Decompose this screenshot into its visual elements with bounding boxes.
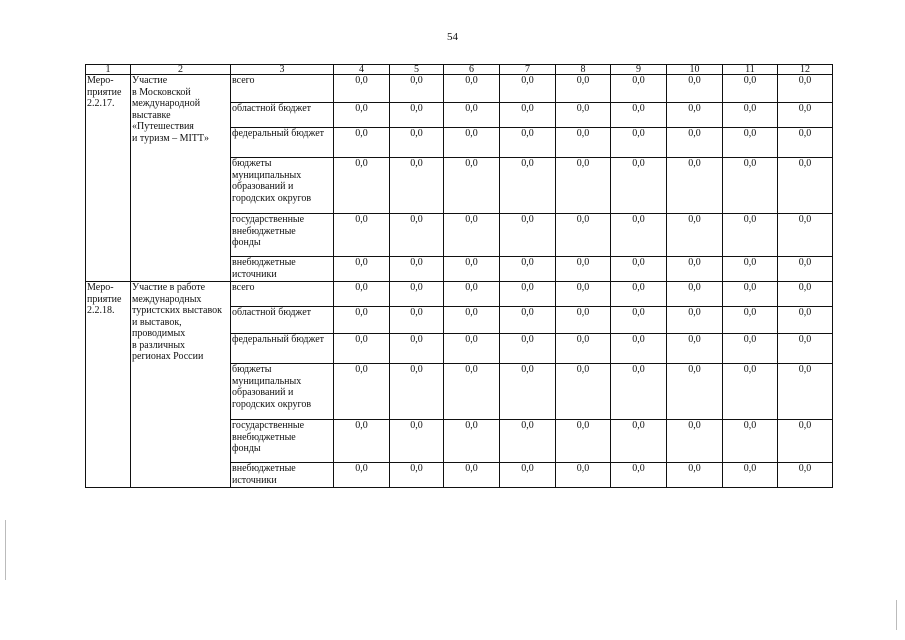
amount-cell: 0,0 — [500, 75, 556, 103]
funding-source — [231, 420, 334, 463]
amount-cell: 0,0 — [611, 75, 667, 103]
amount-cell: 0,0 — [667, 103, 723, 128]
amount-cell: 0,0 — [611, 282, 667, 307]
amount-cell: 0,0 — [334, 364, 390, 420]
amount-cell: 0,0 — [667, 282, 723, 307]
column-number: 4 — [334, 65, 390, 75]
funding-source — [231, 282, 334, 307]
amount-cell: 0,0 — [334, 282, 390, 307]
amount-cell: 0,0 — [667, 75, 723, 103]
table-row — [86, 282, 833, 307]
column-number: 9 — [611, 65, 667, 75]
amount-cell: 0,0 — [390, 75, 444, 103]
amount-cell: 0,0 — [667, 158, 723, 214]
amount-cell: 0,0 — [667, 463, 723, 488]
amount-cell: 0,0 — [500, 463, 556, 488]
amount-cell: 0,0 — [556, 103, 611, 128]
column-number: 8 — [556, 65, 611, 75]
amount-cell: 0,0 — [778, 103, 833, 128]
amount-cell: 0,0 — [667, 420, 723, 463]
amount-cell: 0,0 — [444, 282, 500, 307]
amount-cell: 0,0 — [500, 334, 556, 364]
amount-cell: 0,0 — [444, 75, 500, 103]
column-number: 5 — [390, 65, 444, 75]
funding-source — [231, 364, 334, 420]
scan-edge-mark — [5, 520, 6, 580]
activity-title-text: Участие в работе международных туристских выставок и выставок, проводимых в различных регионах России — [132, 282, 222, 362]
amount-cell: 0,0 — [334, 334, 390, 364]
amount-cell: 0,0 — [334, 128, 390, 158]
amount-cell: 0,0 — [778, 214, 833, 257]
budget-table — [85, 64, 833, 488]
activity-id — [86, 282, 131, 488]
amount-cell: 0,0 — [723, 214, 778, 257]
amount-cell: 0,0 — [611, 420, 667, 463]
amount-cell: 0,0 — [667, 257, 723, 282]
amount-cell: 0,0 — [723, 128, 778, 158]
amount-cell: 0,0 — [390, 420, 444, 463]
amount-cell: 0,0 — [556, 282, 611, 307]
amount-cell: 0,0 — [334, 257, 390, 282]
funding-source — [231, 307, 334, 334]
amount-cell: 0,0 — [723, 257, 778, 282]
amount-cell: 0,0 — [611, 307, 667, 334]
amount-cell: 0,0 — [778, 364, 833, 420]
column-number: 12 — [778, 65, 833, 75]
activity-id — [86, 75, 131, 282]
amount-cell: 0,0 — [778, 282, 833, 307]
amount-cell: 0,0 — [778, 257, 833, 282]
column-number: 6 — [444, 65, 500, 75]
amount-cell: 0,0 — [444, 214, 500, 257]
amount-cell: 0,0 — [611, 103, 667, 128]
funding-source — [231, 103, 334, 128]
amount-cell: 0,0 — [556, 128, 611, 158]
amount-cell: 0,0 — [500, 282, 556, 307]
amount-cell: 0,0 — [778, 75, 833, 103]
activity-title-text: Участие в Московской международной выставке «Путешествия и туризм – МITT» — [132, 75, 210, 144]
amount-cell: 0,0 — [723, 307, 778, 334]
amount-cell: 0,0 — [723, 364, 778, 420]
amount-cell: 0,0 — [334, 420, 390, 463]
amount-cell: 0,0 — [390, 364, 444, 420]
amount-cell: 0,0 — [611, 128, 667, 158]
amount-cell: 0,0 — [723, 334, 778, 364]
amount-cell: 0,0 — [500, 307, 556, 334]
activity-id-text: Меро- приятие 2.2.17. — [87, 75, 122, 109]
amount-cell: 0,0 — [667, 128, 723, 158]
funding-source-label: федеральный бюджет — [232, 334, 325, 345]
column-number: 11 — [723, 65, 778, 75]
amount-cell: 0,0 — [556, 257, 611, 282]
amount-cell: 0,0 — [444, 463, 500, 488]
table-row — [86, 75, 833, 103]
funding-source-label: государственные внебюджетные фонды — [232, 420, 305, 454]
amount-cell: 0,0 — [723, 420, 778, 463]
amount-cell: 0,0 — [556, 75, 611, 103]
column-number: 3 — [231, 65, 334, 75]
amount-cell: 0,0 — [723, 158, 778, 214]
amount-cell: 0,0 — [556, 420, 611, 463]
amount-cell: 0,0 — [390, 307, 444, 334]
amount-cell: 0,0 — [556, 158, 611, 214]
column-number: 1 — [86, 65, 131, 75]
amount-cell: 0,0 — [334, 103, 390, 128]
amount-cell: 0,0 — [500, 257, 556, 282]
amount-cell: 0,0 — [667, 334, 723, 364]
amount-cell: 0,0 — [556, 364, 611, 420]
funding-source — [231, 463, 334, 488]
amount-cell: 0,0 — [390, 257, 444, 282]
funding-source — [231, 128, 334, 158]
amount-cell: 0,0 — [667, 214, 723, 257]
amount-cell: 0,0 — [444, 103, 500, 128]
scan-edge-mark — [896, 600, 897, 630]
amount-cell: 0,0 — [723, 463, 778, 488]
funding-source-label: федеральный бюджет — [232, 128, 325, 139]
column-number: 2 — [131, 65, 231, 75]
amount-cell: 0,0 — [500, 128, 556, 158]
amount-cell: 0,0 — [500, 364, 556, 420]
amount-cell: 0,0 — [611, 214, 667, 257]
amount-cell: 0,0 — [390, 334, 444, 364]
amount-cell: 0,0 — [444, 334, 500, 364]
amount-cell: 0,0 — [444, 158, 500, 214]
amount-cell: 0,0 — [444, 364, 500, 420]
funding-source-label: внебюджетные источники — [232, 463, 296, 486]
funding-source-label: государственные внебюджетные фонды — [232, 214, 305, 248]
funding-source-label: бюджеты муниципальных образований и городских округов — [232, 158, 312, 204]
funding-source-label: бюджеты муниципальных образований и городских округов — [232, 364, 312, 410]
funding-source-label: всего — [232, 282, 255, 293]
amount-cell: 0,0 — [611, 463, 667, 488]
page-number: 54 — [447, 31, 458, 43]
amount-cell: 0,0 — [556, 334, 611, 364]
amount-cell: 0,0 — [444, 420, 500, 463]
amount-cell: 0,0 — [778, 307, 833, 334]
amount-cell: 0,0 — [390, 103, 444, 128]
amount-cell: 0,0 — [444, 257, 500, 282]
amount-cell: 0,0 — [444, 128, 500, 158]
funding-source-label: внебюджетные источники — [232, 257, 296, 280]
amount-cell: 0,0 — [611, 158, 667, 214]
column-number: 7 — [500, 65, 556, 75]
amount-cell: 0,0 — [667, 307, 723, 334]
amount-cell: 0,0 — [667, 364, 723, 420]
amount-cell: 0,0 — [500, 214, 556, 257]
amount-cell: 0,0 — [390, 158, 444, 214]
amount-cell: 0,0 — [334, 214, 390, 257]
amount-cell: 0,0 — [778, 463, 833, 488]
amount-cell: 0,0 — [500, 158, 556, 214]
amount-cell: 0,0 — [778, 334, 833, 364]
amount-cell: 0,0 — [611, 257, 667, 282]
column-number-row — [86, 65, 833, 75]
amount-cell: 0,0 — [390, 463, 444, 488]
amount-cell: 0,0 — [611, 334, 667, 364]
amount-cell: 0,0 — [556, 307, 611, 334]
amount-cell: 0,0 — [390, 282, 444, 307]
funding-source — [231, 75, 334, 103]
funding-source — [231, 158, 334, 214]
activity-title — [131, 282, 231, 488]
amount-cell: 0,0 — [778, 420, 833, 463]
funding-source-label: всего — [232, 75, 255, 86]
amount-cell: 0,0 — [500, 420, 556, 463]
amount-cell: 0,0 — [723, 75, 778, 103]
amount-cell: 0,0 — [611, 364, 667, 420]
funding-source — [231, 257, 334, 282]
amount-cell: 0,0 — [334, 75, 390, 103]
amount-cell: 0,0 — [334, 307, 390, 334]
amount-cell: 0,0 — [723, 282, 778, 307]
activity-id-text: Меро- приятие 2.2.18. — [87, 282, 122, 316]
amount-cell: 0,0 — [778, 158, 833, 214]
funding-source — [231, 214, 334, 257]
amount-cell: 0,0 — [390, 128, 444, 158]
funding-source-label: областной бюджет — [232, 103, 312, 114]
funding-source — [231, 334, 334, 364]
amount-cell: 0,0 — [444, 307, 500, 334]
amount-cell: 0,0 — [390, 214, 444, 257]
funding-source-label: областной бюджет — [232, 307, 312, 318]
amount-cell: 0,0 — [556, 214, 611, 257]
amount-cell: 0,0 — [723, 103, 778, 128]
amount-cell: 0,0 — [778, 128, 833, 158]
amount-cell: 0,0 — [556, 463, 611, 488]
activity-title — [131, 75, 231, 282]
amount-cell: 0,0 — [500, 103, 556, 128]
column-number: 10 — [667, 65, 723, 75]
amount-cell: 0,0 — [334, 463, 390, 488]
amount-cell: 0,0 — [334, 158, 390, 214]
